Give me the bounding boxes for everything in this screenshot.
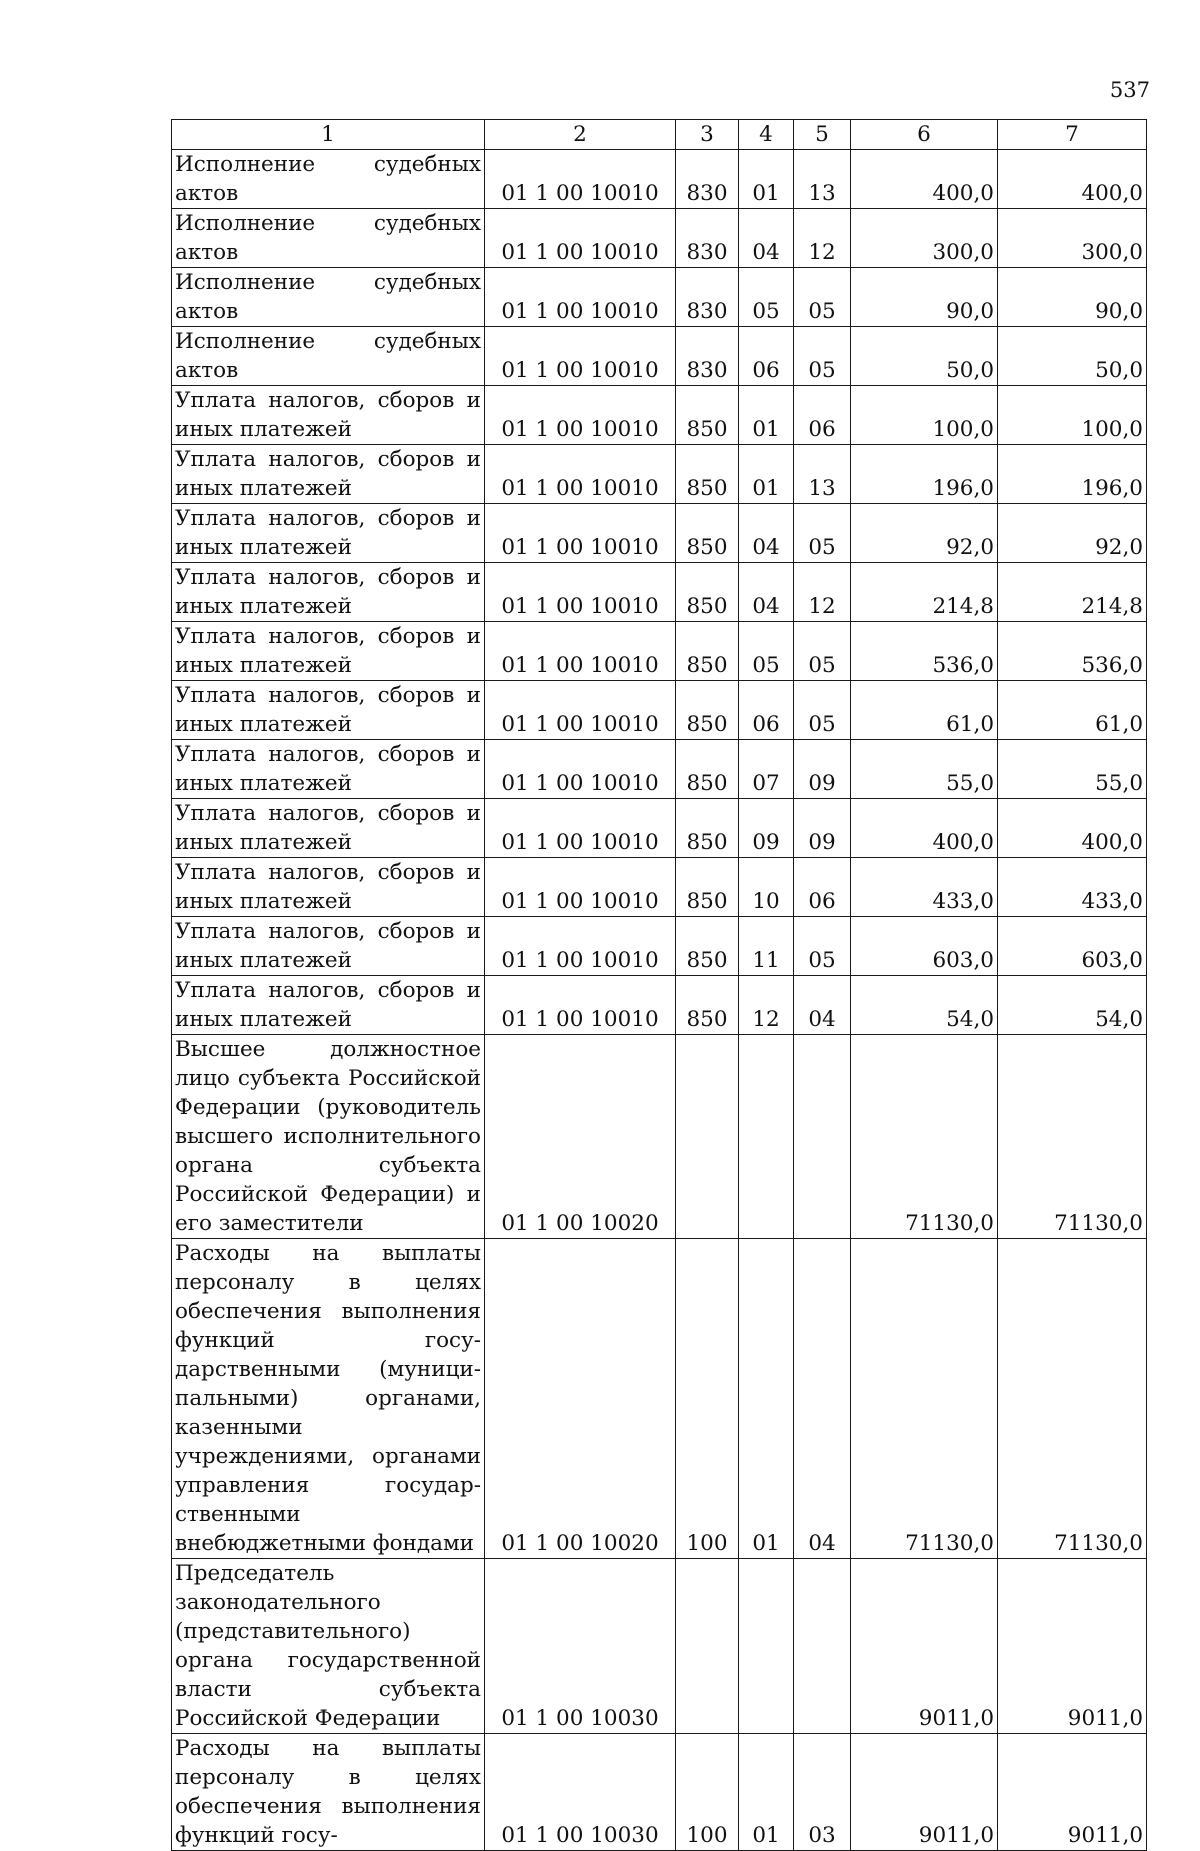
table-row bbox=[172, 917, 1147, 976]
row-col4-cell: 04 bbox=[739, 209, 794, 268]
row-code-cell: 01 1 00 10010 bbox=[485, 799, 676, 858]
header-row bbox=[172, 120, 1147, 150]
row-code-cell: 01 1 00 10010 bbox=[485, 150, 676, 209]
table-row bbox=[172, 504, 1147, 563]
row-code-cell: 01 1 00 10020 bbox=[485, 1035, 676, 1239]
row-col6-value: 9011,0 bbox=[851, 1559, 998, 1734]
row-col7-value: 50,0 bbox=[998, 327, 1147, 386]
row-col4-cell bbox=[739, 1035, 794, 1239]
row-col4-cell: 09 bbox=[739, 799, 794, 858]
row-code-cell: 01 1 00 10010 bbox=[485, 622, 676, 681]
row-name-cell: Председатель законодательного (представительного) органа государственной власти субъекта Российской Федерации bbox=[172, 1559, 485, 1734]
row-col5-cell: 09 bbox=[794, 740, 851, 799]
table-row bbox=[172, 150, 1147, 209]
row-col4-cell: 01 bbox=[739, 445, 794, 504]
row-col6-value: 300,0 bbox=[851, 209, 998, 268]
column-header: 2 bbox=[485, 120, 676, 150]
row-col3-cell: 850 bbox=[676, 799, 739, 858]
row-code-cell: 01 1 00 10010 bbox=[485, 445, 676, 504]
budget-table bbox=[171, 119, 1147, 1851]
row-code-cell: 01 1 00 10030 bbox=[485, 1734, 676, 1851]
row-col7-value: 61,0 bbox=[998, 681, 1147, 740]
row-col5-cell: 05 bbox=[794, 917, 851, 976]
row-col7-value: 55,0 bbox=[998, 740, 1147, 799]
row-col6-value: 433,0 bbox=[851, 858, 998, 917]
row-col7-value: 433,0 bbox=[998, 858, 1147, 917]
row-code-cell: 01 1 00 10010 bbox=[485, 858, 676, 917]
row-col7-value: 400,0 bbox=[998, 799, 1147, 858]
row-name-cell: Уплата налогов, сборов и иных платежей bbox=[172, 917, 485, 976]
row-col5-cell: 05 bbox=[794, 622, 851, 681]
table-row bbox=[172, 1035, 1147, 1239]
row-col3-cell: 850 bbox=[676, 445, 739, 504]
row-col4-cell: 04 bbox=[739, 504, 794, 563]
row-name-cell: Уплата налогов, сборов и иных платежей bbox=[172, 563, 485, 622]
row-col5-cell bbox=[794, 1035, 851, 1239]
row-col3-cell: 100 bbox=[676, 1239, 739, 1559]
row-col4-cell: 06 bbox=[739, 327, 794, 386]
row-col3-cell: 830 bbox=[676, 150, 739, 209]
row-col5-cell: 05 bbox=[794, 504, 851, 563]
row-col3-cell: 100 bbox=[676, 1734, 739, 1851]
row-col3-cell: 830 bbox=[676, 268, 739, 327]
row-col5-cell bbox=[794, 1559, 851, 1734]
row-col7-value: 54,0 bbox=[998, 976, 1147, 1035]
row-col3-cell: 850 bbox=[676, 504, 739, 563]
row-col6-value: 196,0 bbox=[851, 445, 998, 504]
row-col3-cell: 850 bbox=[676, 976, 739, 1035]
table-row bbox=[172, 799, 1147, 858]
row-col7-value: 9011,0 bbox=[998, 1559, 1147, 1734]
row-col4-cell: 12 bbox=[739, 976, 794, 1035]
table-row bbox=[172, 1559, 1147, 1734]
row-name-cell: Уплата налогов, сборов и иных платежей bbox=[172, 622, 485, 681]
row-col7-value: 196,0 bbox=[998, 445, 1147, 504]
row-name-cell: Уплата налогов, сборов и иных платежей bbox=[172, 504, 485, 563]
table-row bbox=[172, 740, 1147, 799]
row-name-cell: Высшее должностное лицо субъекта Российской Федерации (руководитель высшего исполнительного органа субъекта Российской Федерации) и его заместители bbox=[172, 1035, 485, 1239]
row-col4-cell: 01 bbox=[739, 150, 794, 209]
column-header: 5 bbox=[794, 120, 851, 150]
row-name-cell: Расходы на выплаты персоналу в целях обеспечения выполнения функций госу- bbox=[172, 1734, 485, 1851]
table-row bbox=[172, 976, 1147, 1035]
row-code-cell: 01 1 00 10010 bbox=[485, 209, 676, 268]
row-col6-value: 603,0 bbox=[851, 917, 998, 976]
row-name-cell: Уплата налогов, сборов и иных платежей bbox=[172, 976, 485, 1035]
row-col5-cell: 06 bbox=[794, 386, 851, 445]
row-col4-cell: 01 bbox=[739, 1239, 794, 1559]
table-row bbox=[172, 563, 1147, 622]
row-col5-cell: 04 bbox=[794, 976, 851, 1035]
row-col5-cell: 03 bbox=[794, 1734, 851, 1851]
row-col7-value: 90,0 bbox=[998, 268, 1147, 327]
column-header: 4 bbox=[739, 120, 794, 150]
row-col5-cell: 04 bbox=[794, 1239, 851, 1559]
table-row bbox=[172, 386, 1147, 445]
row-code-cell: 01 1 00 10010 bbox=[485, 563, 676, 622]
page-number: 537 bbox=[1109, 78, 1150, 102]
row-col5-cell: 12 bbox=[794, 209, 851, 268]
row-name-cell: Исполнение судебных актов bbox=[172, 150, 485, 209]
row-col7-value: 9011,0 bbox=[998, 1734, 1147, 1851]
row-col4-cell: 10 bbox=[739, 858, 794, 917]
row-col7-value: 214,8 bbox=[998, 563, 1147, 622]
column-header: 7 bbox=[998, 120, 1147, 150]
row-name-cell: Уплата налогов, сборов и иных платежей bbox=[172, 445, 485, 504]
row-col4-cell: 07 bbox=[739, 740, 794, 799]
row-col7-value: 300,0 bbox=[998, 209, 1147, 268]
row-name-cell: Уплата налогов, сборов и иных платежей bbox=[172, 799, 485, 858]
row-col3-cell bbox=[676, 1559, 739, 1734]
row-col3-cell: 850 bbox=[676, 740, 739, 799]
row-col6-value: 50,0 bbox=[851, 327, 998, 386]
row-col5-cell: 06 bbox=[794, 858, 851, 917]
row-code-cell: 01 1 00 10010 bbox=[485, 681, 676, 740]
row-col6-value: 536,0 bbox=[851, 622, 998, 681]
row-col6-value: 400,0 bbox=[851, 799, 998, 858]
column-header: 3 bbox=[676, 120, 739, 150]
row-col3-cell: 830 bbox=[676, 327, 739, 386]
column-header: 6 bbox=[851, 120, 998, 150]
row-col4-cell: 06 bbox=[739, 681, 794, 740]
row-col6-value: 54,0 bbox=[851, 976, 998, 1035]
row-col6-value: 61,0 bbox=[851, 681, 998, 740]
row-col6-value: 55,0 bbox=[851, 740, 998, 799]
table-row bbox=[172, 268, 1147, 327]
row-name-cell: Уплата налогов, сборов и иных платежей bbox=[172, 681, 485, 740]
row-col5-cell: 13 bbox=[794, 445, 851, 504]
row-code-cell: 01 1 00 10010 bbox=[485, 327, 676, 386]
table-row bbox=[172, 1239, 1147, 1559]
row-col5-cell: 13 bbox=[794, 150, 851, 209]
row-col3-cell: 850 bbox=[676, 858, 739, 917]
table-row bbox=[172, 445, 1147, 504]
row-col6-value: 400,0 bbox=[851, 150, 998, 209]
row-name-cell: Исполнение судебных актов bbox=[172, 268, 485, 327]
row-col4-cell bbox=[739, 1559, 794, 1734]
row-col6-value: 100,0 bbox=[851, 386, 998, 445]
row-code-cell: 01 1 00 10010 bbox=[485, 504, 676, 563]
row-code-cell: 01 1 00 10020 bbox=[485, 1239, 676, 1559]
row-col5-cell: 12 bbox=[794, 563, 851, 622]
row-col7-value: 71130,0 bbox=[998, 1035, 1147, 1239]
row-col6-value: 214,8 bbox=[851, 563, 998, 622]
row-name-cell: Расходы на выплаты персоналу в целях обеспечения выполнения функций государственными (муниципальными) органами, казенными учреждениями, органами управления государственными внебюджетными фондами bbox=[172, 1239, 485, 1559]
row-col7-value: 603,0 bbox=[998, 917, 1147, 976]
row-col7-value: 400,0 bbox=[998, 150, 1147, 209]
row-code-cell: 01 1 00 10010 bbox=[485, 386, 676, 445]
row-col3-cell: 850 bbox=[676, 622, 739, 681]
row-col4-cell: 05 bbox=[739, 268, 794, 327]
row-code-cell: 01 1 00 10010 bbox=[485, 268, 676, 327]
row-col6-value: 9011,0 bbox=[851, 1734, 998, 1851]
row-col5-cell: 05 bbox=[794, 268, 851, 327]
row-col7-value: 71130,0 bbox=[998, 1239, 1147, 1559]
row-col5-cell: 05 bbox=[794, 327, 851, 386]
row-col6-value: 71130,0 bbox=[851, 1035, 998, 1239]
table-row bbox=[172, 209, 1147, 268]
row-col3-cell bbox=[676, 1035, 739, 1239]
row-col4-cell: 05 bbox=[739, 622, 794, 681]
row-col7-value: 536,0 bbox=[998, 622, 1147, 681]
row-col3-cell: 830 bbox=[676, 209, 739, 268]
row-col7-value: 100,0 bbox=[998, 386, 1147, 445]
row-name-cell: Исполнение судебных актов bbox=[172, 327, 485, 386]
row-name-cell: Уплата налогов, сборов и иных платежей bbox=[172, 740, 485, 799]
table-row bbox=[172, 858, 1147, 917]
row-col3-cell: 850 bbox=[676, 563, 739, 622]
table-row bbox=[172, 622, 1147, 681]
row-name-cell: Уплата налогов, сборов и иных платежей bbox=[172, 386, 485, 445]
row-col5-cell: 09 bbox=[794, 799, 851, 858]
row-name-cell: Исполнение судебных актов bbox=[172, 209, 485, 268]
table-row bbox=[172, 327, 1147, 386]
row-col6-value: 92,0 bbox=[851, 504, 998, 563]
row-code-cell: 01 1 00 10010 bbox=[485, 976, 676, 1035]
row-col3-cell: 850 bbox=[676, 386, 739, 445]
row-code-cell: 01 1 00 10010 bbox=[485, 917, 676, 976]
row-col6-value: 71130,0 bbox=[851, 1239, 998, 1559]
row-col4-cell: 01 bbox=[739, 1734, 794, 1851]
row-code-cell: 01 1 00 10030 bbox=[485, 1559, 676, 1734]
row-col4-cell: 04 bbox=[739, 563, 794, 622]
row-col4-cell: 11 bbox=[739, 917, 794, 976]
row-col3-cell: 850 bbox=[676, 681, 739, 740]
row-col6-value: 90,0 bbox=[851, 268, 998, 327]
row-col7-value: 92,0 bbox=[998, 504, 1147, 563]
table-row bbox=[172, 1734, 1147, 1851]
row-code-cell: 01 1 00 10010 bbox=[485, 740, 676, 799]
row-name-cell: Уплата налогов, сборов и иных платежей bbox=[172, 858, 485, 917]
table-row bbox=[172, 681, 1147, 740]
row-col3-cell: 850 bbox=[676, 917, 739, 976]
row-col5-cell: 05 bbox=[794, 681, 851, 740]
row-col4-cell: 01 bbox=[739, 386, 794, 445]
column-header: 1 bbox=[172, 120, 485, 150]
